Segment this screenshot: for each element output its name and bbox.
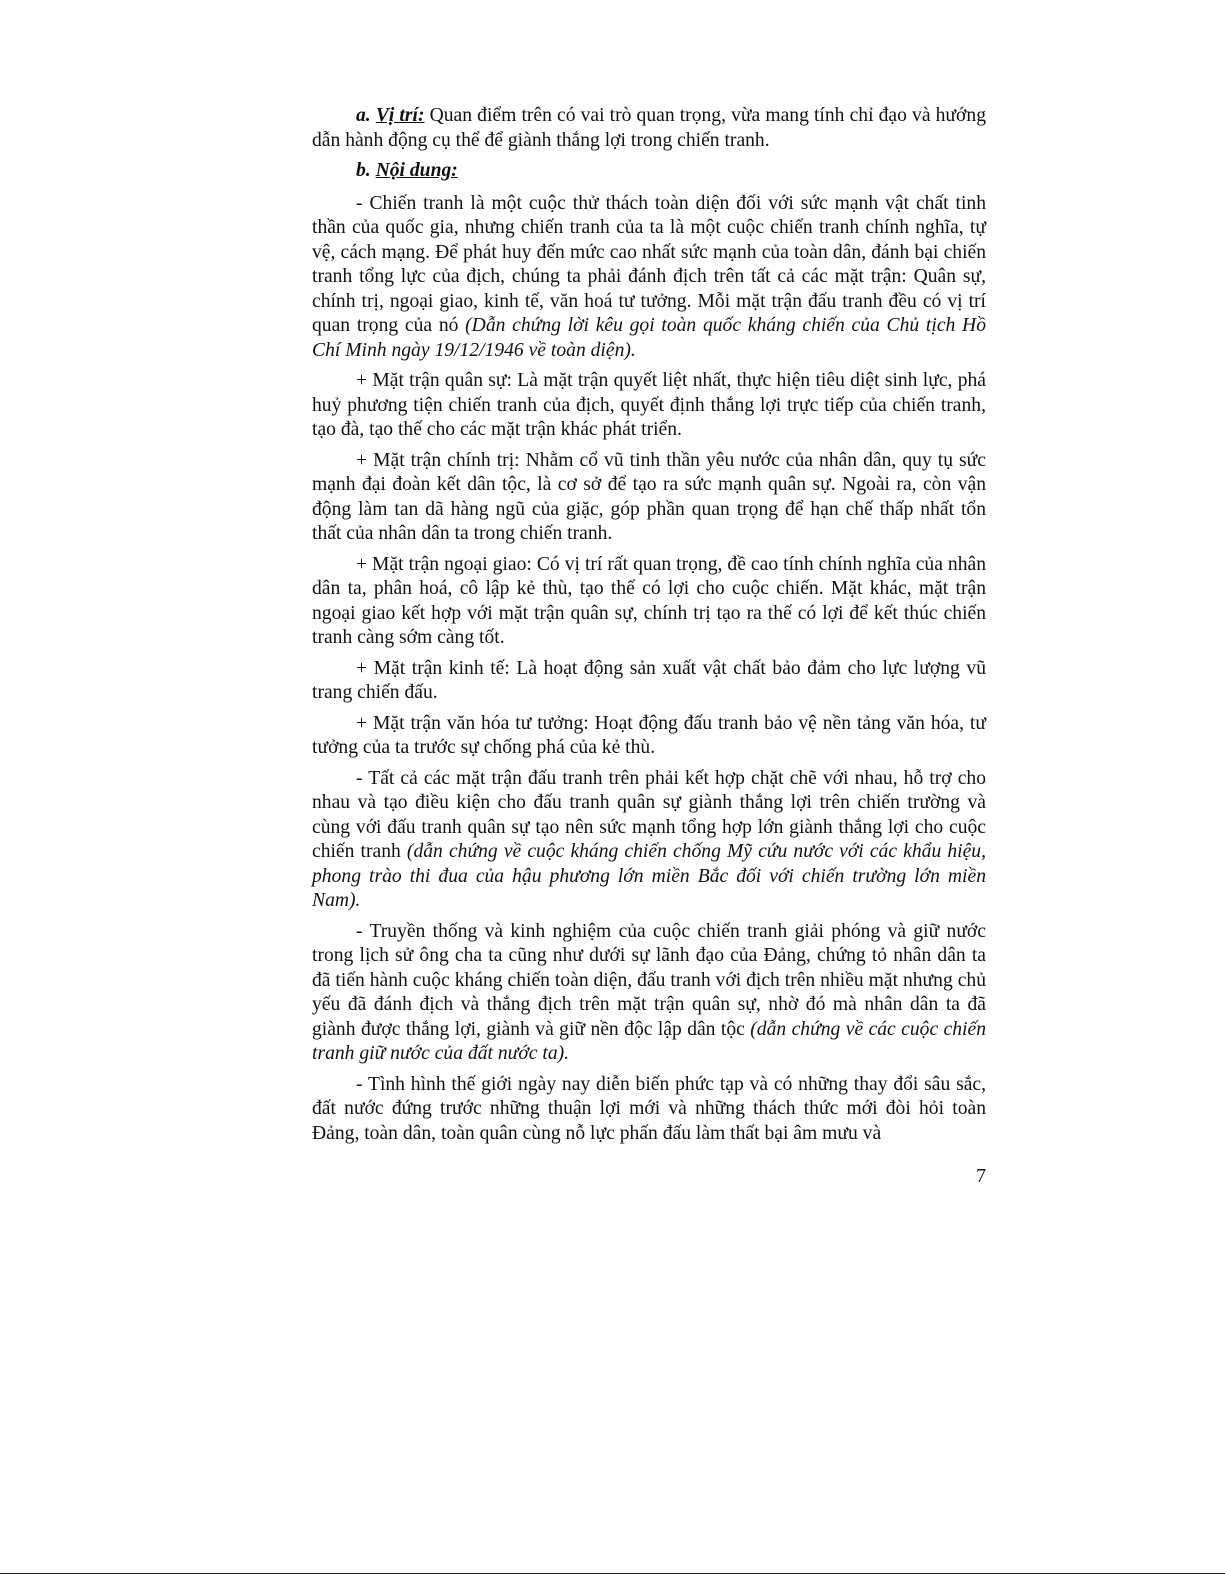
paragraph-8-italic: (dẫn chứng về các cuộc chiến tranh giữ nước của đất nước ta). [312,1018,986,1064]
paragraph-7-text: - Tất cả các mặt trận đấu tranh trên phải kết hợp chặt chẽ với nhau, hỗ trợ cho nhau và tạo điều kiện cho đấu tranh quân sự giành thắng lợi trên chiến trường và cùng với đấu tranh quân sự tạo nên sức mạnh tổng hợp lớn giành thắng lợi cho cuộc chiến tranh [312,767,986,862]
section-a-label [356,105,424,126]
bottom-divider [0,1573,1225,1574]
paragraph-1-text: - Chiến tranh là một cuộc thử thách toàn diện đối với sức mạnh vật chất tinh thần của quốc gia, nhưng chiến tranh của ta là một cuộc chiến tranh chính nghĩa, tự vệ, cách mạng. Để phát huy đến mức cao nhất sức mạnh của toàn dân, đánh bại chiến tranh tổng lực của địch, chúng ta phải đánh địch trên tất cả các mặt trận: Quân sự, chính trị, ngoại giao, kinh tế, văn hoá tư tưởng. Mỗi mặt trận đấu tranh đều có vị trí quan trọng của nó [312,192,986,336]
paragraph-8-text: - Truyền thống và kinh nghiệm của cuộc chiến tranh giải phóng và giữ nước trong lịch sử ông cha ta cũng như dưới sự lãnh đạo của Đảng, chứng tỏ nhân dân ta đã tiến hành cuộc kháng chiến toàn diện, đấu tranh với địch trên nhiều mặt nhưng chủ yếu đã đánh địch và thắng địch trên mặt trận quân sự, nhờ đó mà nhân dân ta đã giành được thắng lợi, giành và giữ nền độc lập dân tộc [312,920,986,1040]
paragraph-6 [312,712,986,761]
paragraph-2-text: + Mặt trận quân sự: Là mặt trận quyết liệt nhất, thực hiện tiêu diệt sinh lực, phá huỷ phương tiện chiến tranh của địch, quyết định thắng lợi trực tiếp của chiến tranh, tạo đà, tạo thế cho các mặt trận khác phát triển. [312,370,986,440]
section-a-text: Quan điểm trên có vai trò quan trọng, vừa mang tính chỉ đạo và hướng dẫn hành động cụ thể để giành thắng lợi trong chiến tranh. [312,105,986,151]
paragraph-9 [312,1073,986,1147]
paragraph-5 [312,657,986,706]
paragraph-3 [312,449,986,547]
page-body [312,104,986,1152]
section-a-title: Vị trí: [375,105,425,126]
paragraph-8 [312,920,986,1067]
paragraph-7-italic: (dẫn chứng về cuộc kháng chiến chống Mỹ cứu nước với các khẩu hiệu, phong trào thi đua của hậu phương lớn miền Bắc đối với chiến trường lớn miền Nam). [312,841,986,911]
section-b-label [356,160,458,181]
paragraph-6-text: + Mặt trận văn hóa tư tưởng: Hoạt động đấu tranh bảo vệ nền tảng văn hóa, tư tưởng của ta trước sự chống phá của kẻ thù. [312,712,986,758]
paragraph-1 [312,192,986,364]
paragraph-4-text: + Mặt trận ngoại giao: Có vị trí rất quan trọng, đề cao tính chính nghĩa của nhân dân ta, phân hoá, cô lập kẻ thù, tạo thế có lợi cho cuộc chiến. Mặt khác, mặt trận ngoại giao kết hợp với mặt trận quân sự, chính trị tạo ra thế có lợi để kết thúc chiến tranh càng sớm càng tốt. [312,553,986,648]
section-a-letter: a. [356,105,376,126]
paragraph-2 [312,369,986,443]
section-b-title: Nội dung: [375,160,458,181]
paragraph-1-italic: (Dẫn chứng lời kêu gọi toàn quốc kháng chiến của Chủ tịch Hồ Chí Minh ngày 19/12/1946 về toàn diện). [312,315,986,361]
section-a-paragraph [312,104,986,153]
paragraph-7 [312,767,986,914]
section-b-heading [312,159,986,184]
paragraph-9-text: - Tình hình thế giới ngày nay diễn biến phức tạp và có những thay đổi sâu sắc, đất nước đứng trước những thuận lợi mới và những thách thức mới đòi hỏi toàn Đảng, toàn dân, toàn quân cùng nỗ lực phấn đấu làm thất bại âm mưu và [312,1073,986,1144]
paragraph-4 [312,553,986,651]
paragraph-3-text: + Mặt trận chính trị: Nhằm cổ vũ tinh thần yêu nước của nhân dân, quy tụ sức mạnh đại đoàn kết dân tộc, là cơ sở để tạo ra sức mạnh quân sự. Ngoài ra, còn vận động làm tan dã hàng ngũ của giặc, góp phần quan trọng để hạn chế thấp nhất tổn thất của nhân dân ta trong chiến tranh. [312,449,986,544]
paragraph-5-text: + Mặt trận kinh tế: Là hoạt động sản xuất vật chất bảo đảm cho lực lượng vũ trang chiến đấu. [312,657,986,703]
page-number: 7 [976,1165,986,1187]
section-b-letter: b. [356,160,376,181]
